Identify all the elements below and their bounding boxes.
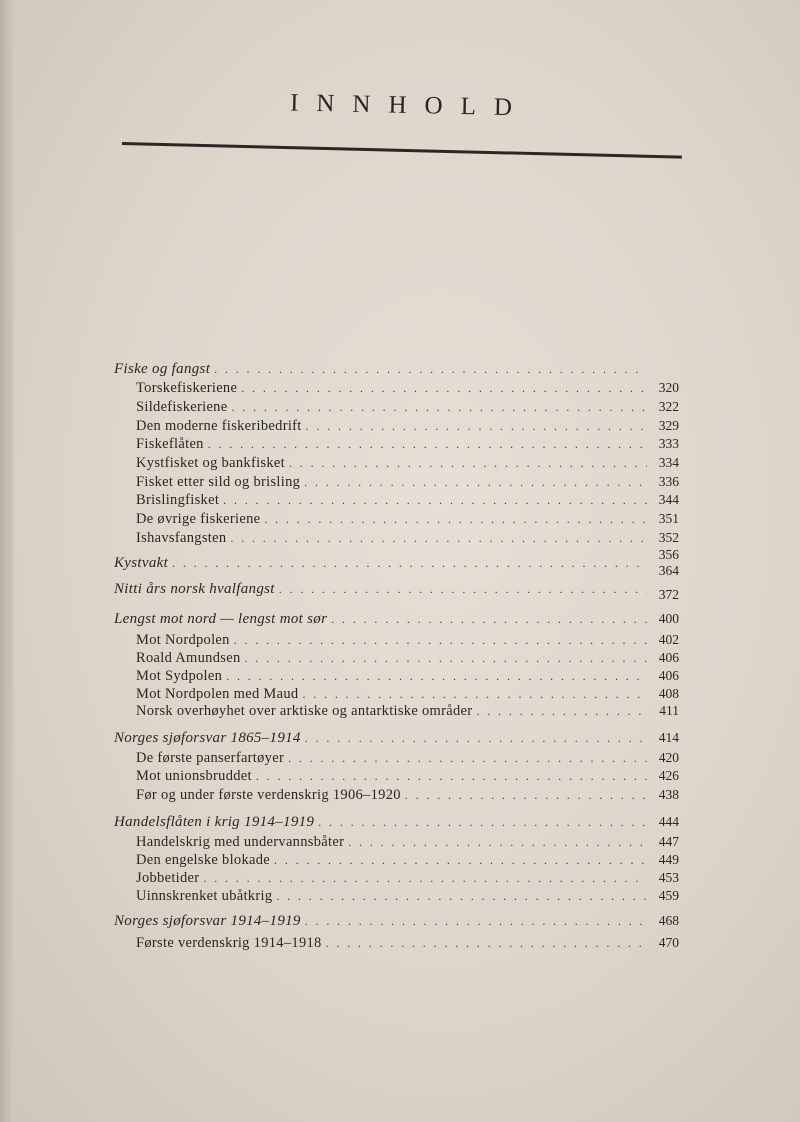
page-number: 411	[659, 703, 679, 718]
page-number: 402	[658, 632, 679, 647]
toc-section[interactable]	[114, 554, 679, 578]
toc-entry[interactable]	[136, 934, 679, 952]
entry-label: Jobbetider	[136, 870, 200, 886]
entry-label: Første verdenskrig 1914–1918	[136, 935, 322, 951]
page-number: 364	[658, 563, 679, 578]
page-number: 414	[658, 730, 679, 745]
page-number: 320	[658, 380, 679, 395]
toc-entry[interactable]	[136, 685, 679, 703]
leader-dots	[326, 934, 647, 952]
entry-label: Fiskeflåten	[136, 436, 204, 452]
page-number: 344	[658, 492, 679, 507]
page-number: 426	[658, 768, 679, 783]
page-number: 449	[658, 852, 679, 867]
leader-dots	[476, 702, 647, 720]
entry-label: Den engelske blokade	[136, 852, 271, 868]
page-number: 438	[658, 787, 679, 802]
page-number: 334	[658, 455, 679, 470]
section-title: Fiske og fangst	[114, 361, 211, 377]
leader-dots	[230, 529, 647, 547]
leader-dots	[203, 869, 647, 887]
toc-entry[interactable]	[136, 869, 679, 887]
page-title: INNHOLD	[289, 89, 531, 122]
leader-dots	[348, 833, 647, 851]
page-number: 352	[658, 530, 679, 545]
entry-label: Norsk overhøyhet over arktiske og antarktiske områder	[136, 703, 473, 719]
toc-entry[interactable]	[136, 767, 679, 785]
leader-dots	[245, 649, 648, 667]
leader-dots	[288, 749, 647, 767]
leader-dots	[276, 887, 647, 905]
leader-dots	[305, 729, 647, 747]
page-number: 444	[658, 814, 679, 829]
leader-dots	[208, 435, 647, 453]
page-number: 329	[658, 418, 679, 433]
entry-label: De øvrige fiskeriene	[136, 511, 261, 527]
leader-dots	[279, 580, 647, 598]
entry-label: De første panserfartøyer	[136, 750, 285, 766]
toc-section[interactable]	[114, 729, 679, 747]
entry-label: Mot Nordpolen	[136, 632, 230, 648]
page-number: 322	[658, 399, 679, 414]
leader-dots	[241, 379, 647, 397]
leader-dots	[318, 813, 647, 831]
page-number: 470	[658, 935, 679, 950]
page-number: 333	[658, 436, 679, 451]
entry-label: Uinnskrenket ubåtkrig	[136, 888, 273, 904]
section-title: Handelsflåten i krig 1914–1919	[114, 814, 315, 830]
leader-dots	[214, 360, 647, 378]
toc-entry[interactable]	[136, 833, 679, 851]
toc-entry[interactable]	[136, 398, 679, 416]
entry-label: Før og under første verdenskrig 1906–1920	[136, 787, 401, 803]
toc-entry[interactable]	[136, 749, 679, 767]
toc-entry[interactable]	[136, 417, 679, 435]
toc-entry[interactable]	[136, 649, 679, 667]
entry-label: Handelskrig med undervannsbåter	[136, 834, 345, 850]
leader-dots	[405, 786, 647, 804]
leader-dots	[231, 398, 647, 416]
toc-section[interactable]	[114, 580, 679, 602]
toc-section[interactable]	[114, 912, 679, 930]
section-title: Nitti års norsk hvalfangst	[114, 581, 275, 597]
leader-dots	[274, 851, 647, 869]
page-number: 459	[658, 888, 679, 903]
section-title: Norges sjøforsvar 1914–1919	[114, 913, 301, 929]
entry-label: Kystfisket og bankfisket	[136, 455, 285, 471]
entry-label: Mot Nordpolen med Maud	[136, 686, 299, 702]
page-number: 453	[658, 870, 679, 885]
page-number: 351	[658, 511, 679, 526]
leader-dots	[264, 510, 647, 528]
toc-entry[interactable]	[136, 667, 679, 685]
page-number: 336	[658, 474, 679, 489]
entry-label: Sildefiskeriene	[136, 399, 228, 415]
toc-entry[interactable]	[136, 491, 679, 509]
leader-dots	[226, 667, 647, 685]
page-number: 406	[658, 668, 679, 683]
toc-entry[interactable]	[136, 454, 679, 472]
toc-entry[interactable]	[136, 887, 679, 905]
entry-label: Mot Sydpolen	[136, 668, 223, 684]
entry-label: Torskefiskeriene	[136, 380, 238, 396]
leader-dots	[305, 912, 647, 930]
leader-dots	[306, 417, 647, 435]
toc-entry[interactable]	[136, 435, 679, 453]
toc-entry[interactable]	[136, 379, 679, 397]
toc-entry[interactable]	[136, 529, 679, 547]
page-number: 408	[658, 686, 679, 701]
toc-section[interactable]	[114, 610, 679, 628]
toc-entry[interactable]	[136, 702, 679, 720]
leader-dots	[302, 685, 647, 703]
section-title: Kystvakt	[114, 555, 169, 571]
leader-dots	[331, 610, 647, 628]
leader-dots	[172, 554, 647, 572]
entry-label: Ishavsfangsten	[136, 530, 227, 546]
entry-label: Den moderne fiskeribedrift	[136, 418, 302, 434]
toc-entry[interactable]	[136, 851, 679, 869]
leader-dots	[304, 473, 647, 491]
toc-entry[interactable]	[136, 631, 679, 649]
page-number: 468	[658, 913, 679, 928]
toc-section[interactable]	[114, 813, 679, 831]
entry-label: Brislingfisket	[136, 492, 220, 508]
section-title: Norges sjøforsvar 1865–1914	[114, 730, 301, 746]
leader-dots	[256, 767, 647, 785]
toc-entry[interactable]	[136, 473, 679, 491]
entry-label: Mot unionsbruddet	[136, 768, 252, 784]
entry-label: Fisket etter sild og brisling	[136, 474, 301, 490]
page-number: 400	[658, 611, 679, 626]
leader-dots	[289, 454, 647, 472]
toc-entry[interactable]	[136, 510, 679, 528]
page-number: 406	[658, 650, 679, 665]
page-number: 372	[658, 587, 679, 602]
section-title: Lengst mot nord — lengst mot sør	[114, 611, 328, 627]
toc-entry[interactable]	[136, 786, 679, 804]
page-number: 420	[658, 750, 679, 765]
entry-label: Roald Amundsen	[136, 650, 241, 666]
page-number: 447	[658, 834, 679, 849]
toc-section[interactable]	[114, 360, 679, 378]
leader-dots	[223, 491, 647, 509]
page-number: 356	[658, 547, 679, 562]
leader-dots	[234, 631, 647, 649]
